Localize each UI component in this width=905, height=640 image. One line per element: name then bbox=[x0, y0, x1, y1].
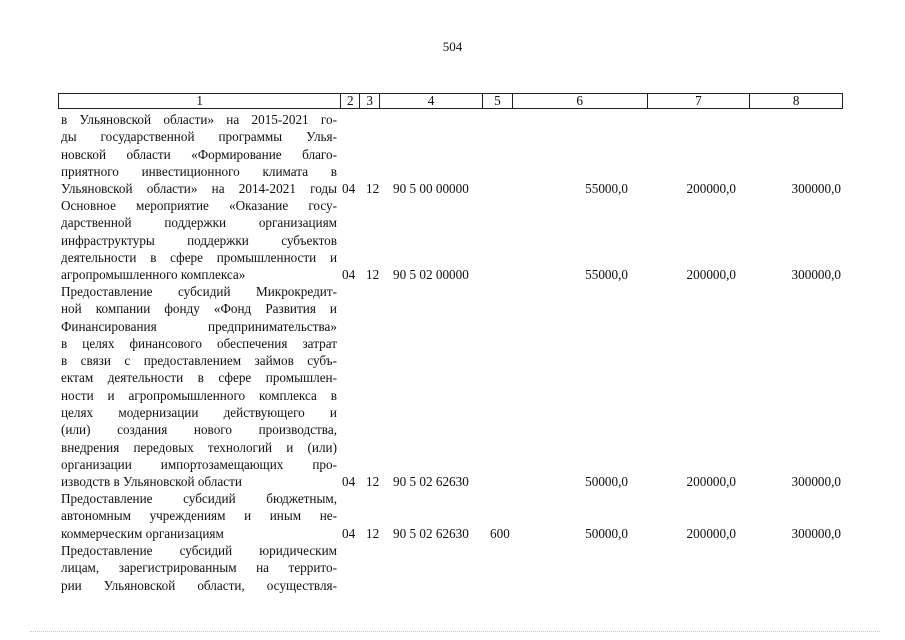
target-article-code: 90 5 02 62630 bbox=[393, 474, 469, 489]
amount-col-7: 200000,0 bbox=[686, 474, 736, 489]
table-header bbox=[58, 93, 843, 109]
amount-col-7: 200000,0 bbox=[686, 267, 736, 282]
row-description bbox=[61, 542, 337, 594]
chapter-code: 04 bbox=[342, 474, 356, 489]
description-line: дарственной поддержки организациям bbox=[61, 215, 337, 231]
header-col-8: 8 bbox=[792, 93, 800, 108]
subchapter-code: 12 bbox=[366, 267, 380, 282]
description-line: целях модернизации действующего и bbox=[61, 405, 337, 421]
amount-col-6: 50000,0 bbox=[585, 474, 628, 489]
description-line: коммерческим организациям bbox=[61, 525, 224, 541]
description-line: Ульяновской области» на 2014-2021 годы bbox=[61, 181, 337, 197]
expense-type-code: 600 bbox=[490, 526, 510, 541]
row-description bbox=[61, 197, 337, 283]
subchapter-code: 12 bbox=[366, 526, 380, 541]
page-number: 504 bbox=[442, 39, 463, 54]
row-description bbox=[61, 283, 337, 491]
row-description bbox=[61, 111, 337, 197]
amount-col-6: 55000,0 bbox=[585, 267, 628, 282]
description-line: в целях финансового обеспечения затрат bbox=[61, 335, 337, 351]
description-line: Предоставление субсидий Микрокредит- bbox=[61, 284, 337, 299]
header-col-4: 4 bbox=[380, 94, 483, 108]
description-line: новской области «Формирование благо- bbox=[61, 146, 337, 162]
header-col-2: 2 bbox=[341, 94, 360, 108]
description-line: организации импортозамещающих про- bbox=[61, 456, 337, 472]
chapter-code: 04 bbox=[342, 267, 356, 282]
description-line: деятельности в сфере промышленности и bbox=[61, 249, 337, 265]
chapter-code: 04 bbox=[342, 526, 356, 541]
amount-col-8: 300000,0 bbox=[791, 267, 841, 282]
header-col-6: 6 bbox=[513, 94, 648, 108]
header-col-7: 7 bbox=[648, 94, 751, 108]
amount-col-6: 50000,0 bbox=[585, 526, 628, 541]
amount-col-8: 300000,0 bbox=[791, 526, 841, 541]
subchapter-code: 12 bbox=[366, 181, 380, 196]
description-line: изводств в Ульяновской области bbox=[61, 474, 242, 490]
description-line: ды государственной программы Улья- bbox=[61, 129, 337, 145]
description-line: Финансирования предпринимательства» bbox=[61, 318, 337, 334]
amount-col-8: 300000,0 bbox=[791, 474, 841, 489]
description-line: в Ульяновской области» на 2015-2021 го- bbox=[61, 112, 337, 127]
amount-col-6: 55000,0 bbox=[585, 181, 628, 196]
description-line: автономным учреждениям и иным не- bbox=[61, 508, 337, 524]
description-line: рии Ульяновской области, осуществля- bbox=[61, 577, 337, 593]
amount-col-7: 200000,0 bbox=[686, 526, 736, 541]
target-article-code: 90 5 00 00000 bbox=[393, 181, 469, 196]
description-line: приятного инвестиционного климата в bbox=[61, 163, 337, 179]
row-description bbox=[61, 490, 337, 542]
description-line: Предоставление субсидий бюджетным, bbox=[61, 491, 337, 506]
amount-col-8: 300000,0 bbox=[791, 181, 841, 196]
description-line: ной компании фонду «Фонд Развития и bbox=[61, 301, 337, 317]
description-line: ности и агропромышленного комплекса в bbox=[61, 387, 337, 403]
amount-col-7: 200000,0 bbox=[686, 181, 736, 196]
header-col-1: 1 bbox=[59, 94, 341, 108]
subchapter-code: 12 bbox=[366, 474, 380, 489]
description-line: Предоставление субсидий юридическим bbox=[61, 543, 337, 558]
chapter-code: 04 bbox=[342, 181, 356, 196]
header-col-5: 5 bbox=[483, 94, 513, 108]
header-col-3: 3 bbox=[360, 94, 380, 108]
description-line: агропромышленного комплекса» bbox=[61, 267, 246, 283]
description-line: ектам деятельности в сфере промышлен- bbox=[61, 370, 337, 386]
description-line: внедрения передовых технологий и (или) bbox=[61, 439, 337, 455]
description-line: (или) создания нового производства, bbox=[61, 422, 337, 438]
description-line: Основное мероприятие «Оказание госу- bbox=[61, 198, 337, 213]
description-line: в связи с предоставлением займов субъ- bbox=[61, 353, 337, 369]
target-article-code: 90 5 02 00000 bbox=[393, 267, 469, 282]
description-line: инфраструктуры поддержки субъектов bbox=[61, 232, 337, 248]
scan-edge-artifact bbox=[30, 631, 880, 634]
description-line: лицам, зарегистрированным на террито- bbox=[61, 560, 337, 576]
target-article-code: 90 5 02 62630 bbox=[393, 526, 469, 541]
